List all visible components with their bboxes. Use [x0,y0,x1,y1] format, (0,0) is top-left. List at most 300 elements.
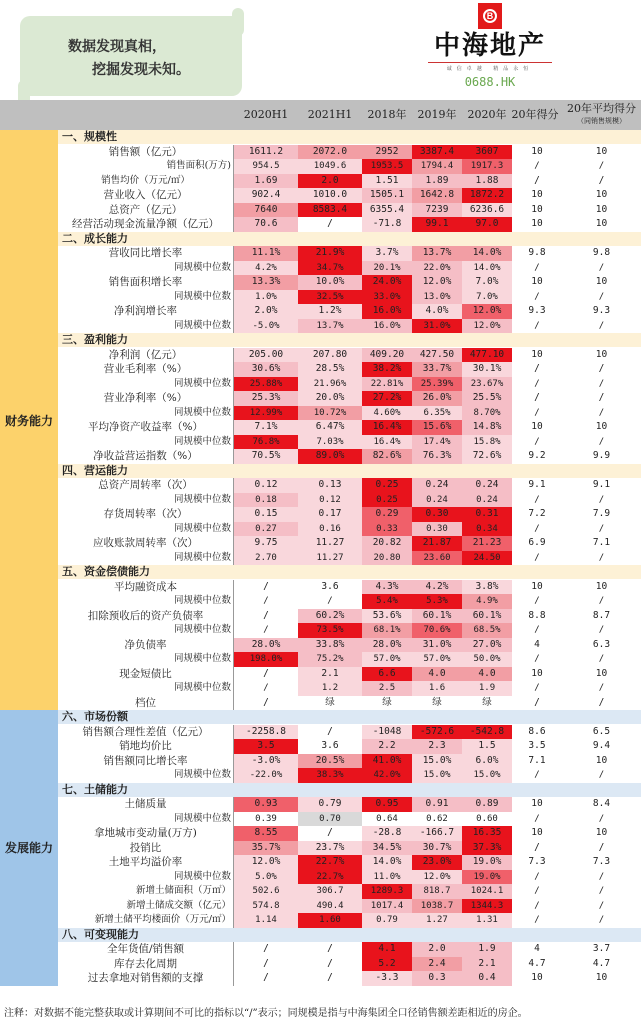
avg-score-cell: / [598,378,605,389]
row-label: 同规模中位数 [58,493,234,508]
section-header: 七、土储能力 [58,783,641,797]
data-cell: 53.6% [362,609,412,624]
row-label: 净负债率 [58,638,234,653]
data-cell: 16.4% [362,435,412,450]
score-cell: 10 [531,972,543,983]
data-cell: 16.0% [362,319,412,334]
data-cell: 4.0 [412,667,462,682]
row-label: 销售面积(万方) [58,159,234,174]
avg-score-cell: / [598,523,605,534]
score-cell: 9.8 [528,247,546,258]
data-cell: 0.24 [462,478,512,493]
data-cell: 8.70% [462,406,512,421]
data-cell: 7.03% [298,435,362,450]
data-cell: 1049.6 [298,159,362,174]
data-cell: 76.3% [412,449,462,464]
data-cell: / [298,957,362,972]
data-cell: 205.00 [234,348,298,363]
data-cell: 89.0% [298,449,362,464]
data-cell: / [298,217,362,232]
data-cell: 0.33 [362,522,412,537]
data-cell: 1.2% [298,304,362,319]
data-cell: 0.12 [298,493,362,508]
data-cell: 23.67% [462,377,512,392]
avg-score-cell: 8.4 [592,798,611,809]
section-header: 八、可变现能力 [58,928,641,942]
data-cell: 6.35% [412,406,462,421]
data-cell: -28.8 [362,826,412,841]
data-cell: 41.0% [362,754,412,769]
data-cell: 502.6 [234,884,298,899]
table-row [58,580,641,595]
avg-score-cell: / [598,363,605,374]
data-cell: 33.8% [298,638,362,653]
data-cell: 198.0% [234,652,298,667]
avg-score-cell: 7.1 [592,537,611,548]
row-label: 同规模中位数 [58,261,234,276]
slogan-line-2: 挖掘发现未知。 [92,62,190,78]
slogan-banner [18,8,244,100]
data-cell: 0.17 [298,507,362,522]
score-cell: 10 [531,348,543,360]
data-cell: 0.79 [362,913,412,928]
row-label: 新增土储面积（万㎡） [58,884,234,899]
data-cell: 2.0% [234,304,298,319]
table-row [58,420,641,435]
data-cell: 2.70 [234,551,298,566]
row-label: 同规模中位数 [58,522,234,537]
data-cell: 0.70 [298,812,362,827]
data-cell: 1010.0 [298,188,362,203]
avg-score-cell: / [598,770,605,780]
score-cell: 10 [531,203,543,215]
data-cell: 70.6 [234,217,298,232]
data-cell: 13.0% [412,290,462,305]
section-header: 五、资金偿债能力 [58,565,641,579]
row-label: 销地均价比 [58,739,234,754]
data-cell: / [298,725,362,740]
data-cell: 0.60 [462,812,512,827]
data-cell: / [298,942,362,957]
row-label: 销售额合理性差值（亿元） [58,725,234,740]
category-development: 发展能力 [0,710,58,986]
score-cell: 10 [531,580,543,592]
avg-score-cell: 3.7 [592,943,611,954]
data-cell: 7239 [412,203,462,218]
avg-score-cell: 10 [595,348,608,360]
data-cell: 1872.2 [462,188,512,203]
avg-score-cell: / [598,915,605,925]
table-row [58,609,641,624]
avg-score-cell: 10 [595,580,608,592]
table-row [58,638,641,653]
data-cell: 20.0% [298,391,362,406]
avg-score-cell: / [598,683,605,693]
data-cell: 9.75 [234,536,298,551]
data-cell: 477.10 [462,348,512,363]
data-cell: 3.8% [462,580,512,595]
score-cell: / [534,841,540,853]
table-row [58,884,641,899]
avg-score-cell: 10 [595,827,608,838]
data-cell: 99.1 [412,217,462,232]
data-cell: 30.6% [234,362,298,377]
data-cell: 1344.3 [462,899,512,914]
banner-curl-decoration [232,8,244,36]
table-row [58,159,641,174]
data-cell: 27.0% [462,638,512,653]
data-cell: -1048 [362,725,412,740]
avg-score-cell: / [598,174,605,186]
row-label: 同规模中位数 [58,623,234,638]
data-cell: 3.6 [298,580,362,595]
row-label: 投销比 [58,841,234,856]
table-row [58,319,641,334]
data-cell: 1953.5 [362,159,412,174]
score-cell: / [534,407,540,418]
avg-score-cell: 9.4 [592,740,611,751]
data-cell: 574.8 [234,899,298,914]
data-cell: 0.16 [298,522,362,537]
data-cell: 20.5% [298,754,362,769]
data-cell: 20.82 [362,536,412,551]
row-label: 新增土储成交额（亿元） [58,899,234,914]
avg-score-cell: 10 [595,667,608,679]
score-cell: / [534,174,540,186]
data-cell: 1.14 [234,913,298,928]
data-cell: 76.8% [234,435,298,450]
row-label: 过去拿地对销售额的支撑 [58,971,234,986]
table-row [58,174,641,189]
data-cell: 427.50 [412,348,462,363]
avg-score-cell: 10 [595,218,608,229]
row-label: 营业净利率（%） [58,391,234,406]
data-cell: 3.5 [234,739,298,754]
row-label: 销售额（亿元） [58,145,234,160]
data-cell: 4.0 [462,667,512,682]
score-cell: 10 [531,827,543,838]
score-cell: / [534,320,540,331]
row-label: 同规模中位数 [58,551,234,566]
table-row [58,826,641,841]
table-row [58,203,641,218]
data-cell: 5.3% [412,594,462,609]
data-cell: 1.88 [462,174,512,189]
data-cell: 306.7 [298,884,362,899]
data-cell: 0.34 [462,522,512,537]
avg-score-cell: 9.1 [592,479,611,490]
data-cell: 绿 [412,696,462,711]
data-cell: 27.2% [362,391,412,406]
score-cell: / [534,813,540,824]
data-cell: 0.29 [362,507,412,522]
data-cell: 19.0% [462,870,512,885]
data-cell: 3.7% [362,246,412,261]
data-cell: 22.7% [298,855,362,870]
row-label: 库存去化周期 [58,957,234,972]
column-header-avg-score: 20年平均得分 （同销售规模） [567,102,636,125]
avg-score-cell: / [598,291,605,302]
data-cell: 5.4% [362,594,412,609]
data-cell: 0.24 [462,493,512,508]
data-cell: 30.1% [462,362,512,377]
row-label: 平均融资成本 [58,580,234,595]
data-cell: 82.6% [362,449,412,464]
section-header: 四、营运能力 [58,464,641,478]
data-cell: 1917.3 [462,159,512,174]
data-cell: 11.27 [298,551,362,566]
data-cell: 24.0% [362,275,412,290]
avg-score-cell: / [598,871,605,882]
table-row [58,913,641,928]
table-row [58,841,641,856]
row-label: 同规模中位数 [58,870,234,885]
table-row [58,957,641,972]
data-cell: 15.0% [412,754,462,769]
avg-score-cell: / [598,841,605,853]
data-cell: 15.6% [412,420,462,435]
data-cell: 4.2% [412,580,462,595]
data-cell: 6355.4 [362,203,412,218]
row-label: 同规模中位数 [58,290,234,305]
data-cell: -542.8 [462,725,512,740]
data-cell: 1.89 [412,174,462,189]
data-cell: 50.0% [462,652,512,667]
logo-divider [428,62,552,63]
score-cell: / [534,770,540,780]
data-cell: 68.5% [462,623,512,638]
avg-score-cell: / [598,161,605,171]
avg-score-cell: 6.5 [592,725,611,737]
data-cell: 0.30 [412,522,462,537]
data-cell: 0.4 [462,971,512,986]
data-cell: / [234,623,298,638]
data-cell: 7.1% [234,420,298,435]
column-header: 20年得分 [511,108,559,121]
row-label: 同规模中位数 [58,406,234,421]
table-header [0,100,641,130]
data-cell: 24.50 [462,551,512,566]
data-cell: 902.4 [234,188,298,203]
data-cell: 2.2 [362,739,412,754]
data-cell: 1642.8 [412,188,462,203]
data-cell: 1.31 [462,913,512,928]
row-label: 同规模中位数 [58,681,234,696]
data-cell: 8583.4 [298,203,362,218]
score-cell: / [534,436,540,447]
stock-ticker: 0688.HK [464,75,516,89]
table-row [58,275,641,290]
column-header: 2018年 [367,108,407,121]
table-row [58,406,641,421]
score-cell: / [534,552,540,563]
score-cell: 9.2 [528,450,546,461]
data-cell: / [234,957,298,972]
data-cell: 28.0% [362,638,412,653]
table-row [58,971,641,986]
data-cell: 21.9% [298,246,362,261]
section-header: 三、盈利能力 [58,333,641,347]
avg-score-cell: / [598,596,605,606]
table-row [58,435,641,450]
data-cell: 14.8% [462,420,512,435]
table-row [58,290,641,305]
table-row [58,507,641,522]
data-cell: 3607 [462,145,512,160]
table-row [58,551,641,566]
row-label: 扣除预收后的资产负债率 [58,609,234,624]
data-cell: 15.0% [412,768,462,783]
data-cell: 38.2% [362,362,412,377]
data-cell: 12.0% [462,304,512,319]
table-row [58,942,641,957]
row-label: 同规模中位数 [58,594,234,609]
row-label: 销售额同比增长率 [58,754,234,769]
data-cell: / [234,594,298,609]
avg-score-cell: / [598,392,605,403]
score-cell: / [534,871,540,882]
data-cell: 19.0% [462,855,512,870]
score-cell: 10 [531,145,543,157]
table-row [58,870,641,885]
data-cell: 11.1% [234,246,298,261]
table-row [58,304,641,319]
table-row [58,594,641,609]
avg-score-cell: 10 [595,754,608,766]
row-label: 拿地城市变动量(万方) [58,826,234,841]
data-cell: 1611.2 [234,145,298,160]
data-cell: 0.31 [462,507,512,522]
score-cell: 7.3 [528,856,546,867]
data-cell: -2258.8 [234,725,298,740]
data-cell: 818.7 [412,884,462,899]
table-row [58,362,641,377]
data-cell: 2072.0 [298,145,362,160]
data-cell: 57.0% [412,652,462,667]
data-cell: / [234,667,298,682]
data-cell: 1.5 [462,739,512,754]
data-cell: 10.0% [298,275,362,290]
data-cell: 0.64 [362,812,412,827]
avg-score-cell: / [598,552,605,563]
data-cell: 22.7% [298,870,362,885]
table-row [58,681,641,696]
column-header: 2021H1 [307,108,353,121]
score-cell: / [534,363,540,374]
score-cell: 4 [534,943,540,954]
score-cell: 7.2 [528,508,546,519]
data-cell: 11.0% [362,870,412,885]
row-label: 平均净资产收益率（%） [58,420,234,435]
table-row [58,797,641,812]
score-cell: 7.1 [528,754,546,766]
row-label: 现金短债比 [58,667,234,682]
data-cell: 6.47% [298,420,362,435]
data-cell: 6.6 [362,667,412,682]
data-cell: 14.0% [462,246,512,261]
row-label: 营业毛利率（%） [58,362,234,377]
row-label: 经营活动现金流量净额（亿元） [58,217,234,232]
avg-score-cell: / [598,320,605,331]
data-cell: 12.0% [412,275,462,290]
row-label: 同规模中位数 [58,435,234,450]
avg-score-cell: 9.8 [592,247,611,258]
data-cell: 4.9% [462,594,512,609]
avg-score-cell: 9.9 [592,450,611,461]
data-cell: 0.91 [412,797,462,812]
table-row [58,348,641,363]
data-cell: / [234,580,298,595]
data-cell: 15.8% [462,435,512,450]
data-cell: -166.7 [412,826,462,841]
score-cell: 10 [531,667,543,679]
score-cell: 6.9 [528,537,546,548]
data-cell: 0.12 [234,478,298,493]
data-cell: / [298,971,362,986]
table-row [58,246,641,261]
data-cell: 38.3% [298,768,362,783]
data-cell: 33.7% [412,362,462,377]
company-logo [420,3,560,95]
data-cell: 8.55 [234,826,298,841]
data-cell: 16.0% [362,304,412,319]
column-header: 2019年 [417,108,457,121]
data-cell: 1.9 [462,681,512,696]
table-row [58,696,641,711]
data-cell: 1.0% [234,290,298,305]
row-label: 总资产周转率（次） [58,478,234,493]
data-cell: 35.7% [234,841,298,856]
data-cell: 6236.6 [462,203,512,218]
table-row [58,855,641,870]
data-cell: 1038.7 [412,899,462,914]
data-cell: 1.69 [234,174,298,189]
avg-score-cell: / [598,654,605,664]
data-cell: 15.0% [462,768,512,783]
data-cell: 25.3% [234,391,298,406]
row-label: 土地平均溢价率 [58,855,234,870]
data-cell: 绿 [362,696,412,711]
data-cell: 21.87 [412,536,462,551]
score-cell: 8.8 [528,609,546,621]
score-cell: / [534,291,540,302]
data-cell: 绿 [298,696,362,711]
data-cell: 12.0% [412,870,462,885]
data-cell: 20.1% [362,261,412,276]
table-row [58,391,641,406]
row-label: 总资产（亿元） [58,203,234,218]
avg-score-cell: / [598,886,605,896]
data-cell: 4.2% [234,261,298,276]
score-cell: 4.7 [528,957,546,969]
row-label: 新增土储平均楼面价（万元/㎡） [58,913,234,928]
data-cell: 97.0 [462,217,512,232]
data-cell: 0.62 [412,812,462,827]
score-cell: / [534,915,540,925]
score-cell: / [534,900,540,911]
data-cell: 12.0% [234,855,298,870]
data-cell: 30.7% [412,841,462,856]
table-row [58,623,641,638]
avg-score-cell: / [598,696,605,708]
table-row [58,768,641,783]
avg-score-cell: 10 [595,145,608,157]
data-cell: 2.1 [462,957,512,972]
data-cell: 954.5 [234,159,298,174]
data-cell: 14.0% [462,261,512,276]
data-cell: 4.0% [412,304,462,319]
table-row [58,754,641,769]
